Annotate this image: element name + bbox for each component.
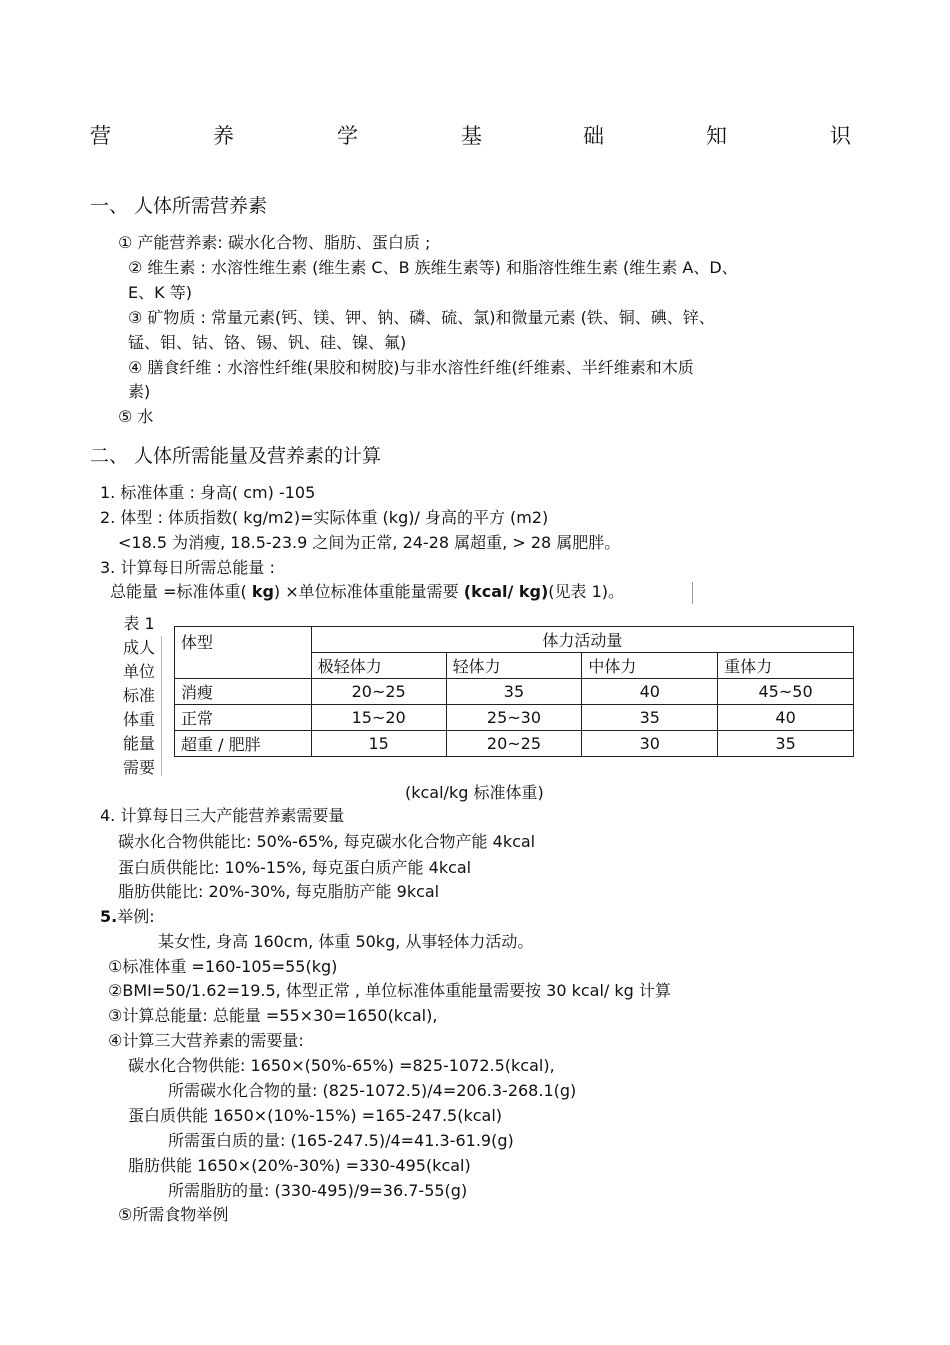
food-example-line: ⑤所需食物举例 — [118, 1205, 229, 1224]
caption-char: 表 1 — [123, 614, 155, 633]
nutrient-line: ② 维生素 : 水溶性维生素 (维生素 C、B 族维生素等) 和脂溶性维生素 (维生素 A、D、 — [128, 258, 738, 277]
nutrient-line: ① 产能营养素: 碳水化合物、脂肪、蛋白质 ; — [118, 233, 431, 252]
section1-heading: 一、 人体所需营养素 — [90, 195, 268, 217]
total-energy-formula — [110, 584, 624, 600]
text-cursor — [692, 582, 693, 604]
title-char: 学 — [337, 124, 358, 148]
nutrient-line: 锰、钼、钴、铬、锡、钒、硅、镍、氟) — [128, 333, 407, 352]
title-char: 识 — [830, 124, 851, 148]
table-header-row — [175, 627, 854, 653]
section2-heading: 二、 人体所需能量及营养素的计算 — [90, 445, 382, 467]
table-cell: 40 — [718, 705, 854, 731]
example-step: ①标准体重 =160-105=55(kg) — [108, 957, 338, 976]
table-cell: 35 — [446, 679, 582, 705]
example-heading — [100, 909, 155, 925]
example-step: ②BMI=50/1.62=19.5, 体型正常 , 单位标准体重能量需要按 30 kcal/ kg 计算 — [108, 981, 671, 1000]
fat-need-line: 所需脂肪的量: (330-495)/9=36.7-55(g) — [168, 1181, 468, 1200]
table1-caption — [118, 612, 160, 780]
formula-kg: kg — [251, 582, 274, 601]
subheader-cell: 轻体力 — [446, 653, 582, 679]
row-type: 消瘦 — [175, 679, 312, 705]
table-cell: 15~20 — [311, 705, 446, 731]
example-intro: 某女性, 身高 160cm, 体重 50kg, 从事轻体力活动。 — [158, 932, 534, 951]
table-row — [175, 731, 854, 757]
carb-need-line: 所需碳水化合物的量: (825-1072.5)/4=206.3-268.1(g) — [168, 1081, 577, 1100]
macro-line: 碳水化合物供能比: 50%-65%, 每克碳水化合物产能 4kcal — [118, 832, 536, 851]
caption-char: 能量 — [122, 734, 155, 753]
standard-weight-line: 1. 标准体重 : 身高( cm) -105 — [100, 483, 316, 502]
formula-text: (见表 1)。 — [548, 582, 625, 601]
table-cell: 30 — [582, 731, 718, 757]
caption-char: 成人 — [122, 638, 155, 657]
table-unit-note: (kcal/kg 标准体重) — [405, 783, 544, 802]
table-cell: 45~50 — [718, 679, 854, 705]
table-row — [175, 705, 854, 731]
bmi-line: 2. 体型 : 体质指数( kg/m2)=实际体重 (kg)/ 身高的平方 (m2) — [100, 508, 549, 527]
protein-need-line: 所需蛋白质的量: (165-247.5)/4=41.3-61.9(g) — [168, 1131, 514, 1150]
example-step: ③计算总能量: 总能量 =55×30=1650(kcal), — [108, 1006, 438, 1025]
row-type: 超重 / 肥胖 — [175, 731, 312, 757]
caption-char: 标准 — [122, 686, 155, 705]
caption-char: 体重 — [122, 710, 155, 729]
subheader-cell: 重体力 — [718, 653, 854, 679]
subheader-cell: 中体力 — [582, 653, 718, 679]
example-label: 举例: — [117, 907, 155, 926]
table-cell: 15 — [311, 731, 446, 757]
macro-line: 蛋白质供能比: 10%-15%, 每克蛋白质产能 4kcal — [118, 858, 472, 877]
carb-energy-line: 碳水化合物供能: 1650×(50%-65%) =825-1072.5(kcal), — [128, 1056, 555, 1075]
table-cell: 20~25 — [446, 731, 582, 757]
example-step: ④计算三大营养素的需要量: — [108, 1031, 304, 1050]
subheader-cell: 极轻体力 — [311, 653, 446, 679]
caption-char: 需要 — [122, 758, 155, 777]
formula-text: 总能量 =标准体重( — [110, 582, 252, 601]
protein-energy-line: 蛋白质供能 1650×(10%-15%) =165-247.5(kcal) — [128, 1106, 503, 1125]
macro-heading: 4. 计算每日三大产能营养素需要量 — [100, 806, 345, 825]
bmi-range-line: <18.5 为消瘦, 18.5-23.9 之间为正常, 24-28 属超重, > 28 属肥胖。 — [118, 533, 621, 552]
example-num: 5. — [100, 907, 118, 926]
total-energy-heading: 3. 计算每日所需总能量 : — [100, 558, 275, 577]
title-char: 营 — [90, 124, 111, 148]
fat-energy-line: 脂肪供能 1650×(20%-30%) =330-495(kcal) — [128, 1156, 471, 1175]
energy-table — [174, 626, 854, 757]
table-cell: 20~25 — [311, 679, 446, 705]
row-type: 正常 — [175, 705, 312, 731]
nutrient-line: E、K 等) — [128, 283, 192, 302]
table-cell: 35 — [718, 731, 854, 757]
macro-line: 脂肪供能比: 20%-30%, 每克脂肪产能 9kcal — [118, 882, 440, 901]
caption-char: 单位 — [122, 662, 155, 681]
header-body-type: 体型 — [175, 627, 312, 679]
table-cell: 40 — [582, 679, 718, 705]
nutrient-line: ③ 矿物质 : 常量元素(钙、镁、钾、钠、磷、硫、氯)和微量元素 (铁、铜、碘、锌、 — [128, 308, 715, 327]
nutrient-line: ④ 膳食纤维 : 水溶性纤维(果胶和树胶)与非水溶性纤维(纤维素、半纤维素和木质 — [128, 358, 694, 377]
formula-unit: (kcal/ kg) — [463, 582, 549, 601]
table-cell: 25~30 — [446, 705, 582, 731]
title-char: 基 — [461, 124, 482, 148]
nutrient-line: ⑤ 水 — [118, 407, 154, 426]
table-row — [175, 679, 854, 705]
table-cell: 35 — [582, 705, 718, 731]
title-char: 知 — [706, 124, 727, 148]
formula-text: ) ×单位标准体重能量需要 — [273, 582, 464, 601]
header-activity: 体力活动量 — [311, 627, 853, 653]
nutrient-line: 素) — [128, 382, 151, 401]
title-char: 础 — [583, 124, 604, 148]
title-char: 养 — [213, 124, 234, 148]
caption-divider — [161, 636, 162, 776]
